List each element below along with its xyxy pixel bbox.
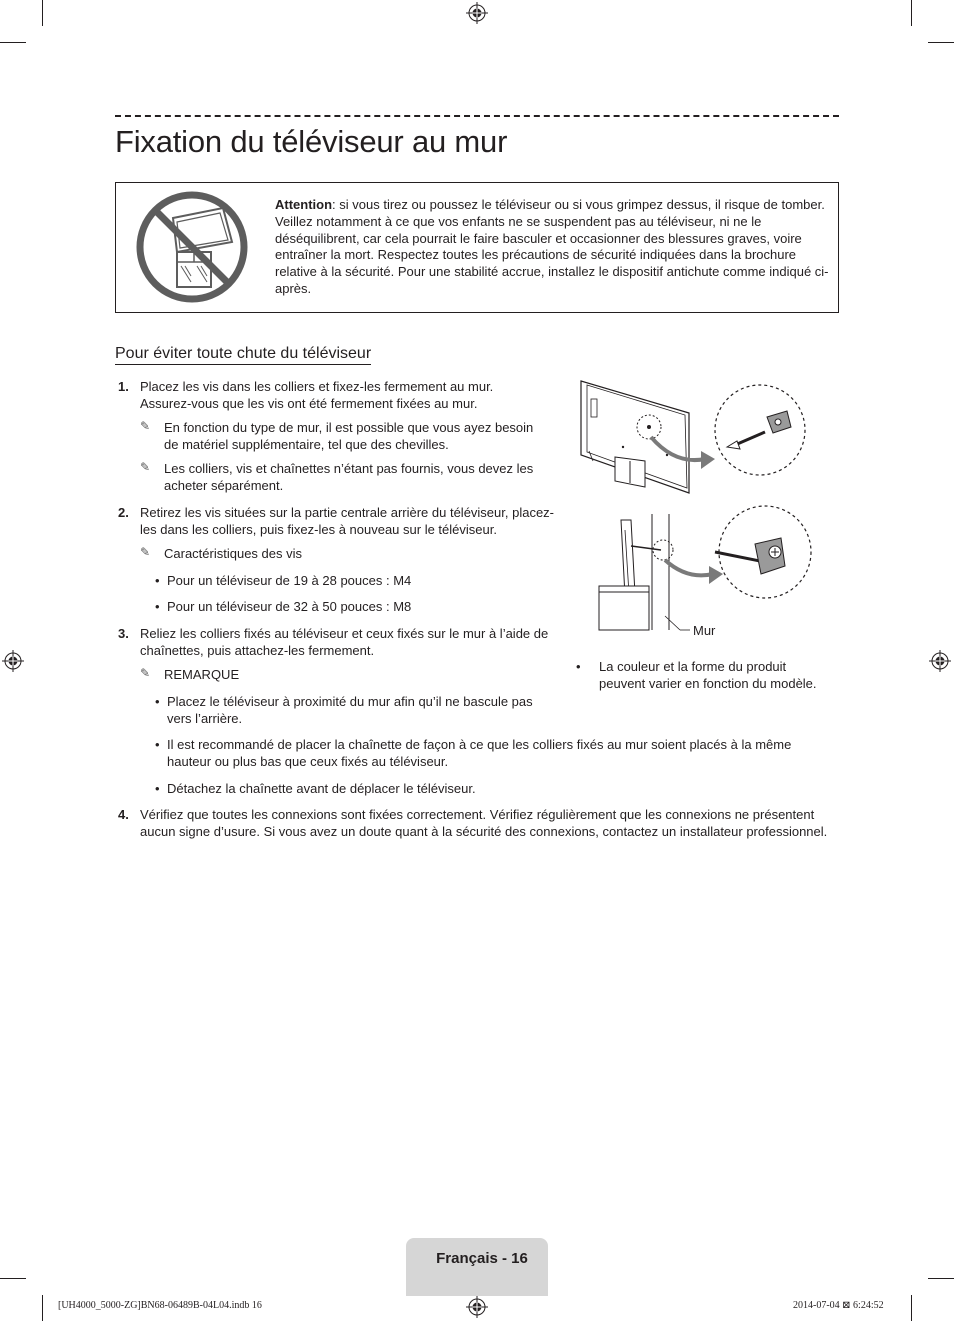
registration-mark-icon [466, 2, 488, 24]
print-timestamp: 2014-07-04 ⊠ 6:24:52 [793, 1300, 884, 1311]
warning-text [275, 197, 833, 298]
crop-mark [42, 1295, 43, 1321]
bullet-dot: • [155, 694, 160, 709]
note-pencil-icon: ✎ [140, 545, 151, 559]
note-text: Les colliers, vis et chaînettes n’étant pas fournis, vous devez les acheter séparément. [164, 461, 534, 493]
bullet-dot: • [155, 599, 160, 614]
crop-mark [911, 1295, 912, 1321]
bullet-text: Pour un téléviseur de 19 à 28 pouces : M4 [167, 573, 412, 588]
crop-mark [928, 1278, 954, 1279]
page-number: Français - 16 [436, 1250, 528, 1267]
note-text: En fonction du type de mur, il est possible que vous ayez besoin de matériel supplémentaire, tel que des chevilles. [164, 420, 534, 452]
bullet-dot: • [155, 573, 160, 588]
page-title: Fixation du téléviseur au mur [115, 124, 508, 159]
bullet-dot: • [155, 737, 160, 752]
step-text: Retirez les vis situées sur la partie centrale arrière du téléviseur, placez-les dans les colliers, puis fixez-les à nouveau sur le téléviseur. [140, 505, 555, 537]
crop-mark [928, 42, 954, 43]
step-text: Placez les vis dans les colliers et fixez-les fermement au mur. Assurez-vous que les vis ont été fermement fixées au mur. [140, 379, 494, 411]
note-pencil-icon: ✎ [140, 460, 151, 474]
section-title: Pour éviter toute chute du téléviseur [115, 345, 371, 365]
note-pencil-icon: ✎ [140, 419, 151, 433]
bullet-dot: • [576, 659, 581, 674]
registration-mark-icon [466, 1296, 488, 1318]
bullet-text: Placez le téléviseur à proximité du mur afin qu’il ne bascule pas vers l’arrière. [167, 694, 533, 726]
bullet-text: Il est recommandé de placer la chaînette de façon à ce que les colliers fixés au mur soient placés à la même hauteur ou plus bas que ceux fixés au téléviseur. [167, 737, 792, 769]
step-text: Reliez les colliers fixés au téléviseur et ceux fixés sur le mur à l’aide de chaînettes, puis attachez-les fermement. [140, 626, 549, 658]
registration-mark-icon [929, 650, 951, 672]
crop-mark [42, 0, 43, 26]
note-text: Caractéristiques des vis [164, 546, 302, 561]
crop-mark [0, 1278, 26, 1279]
no-climbing-icon [135, 190, 250, 305]
wall-label: Mur [693, 623, 716, 638]
file-slug: [UH4000_5000-ZG]BN68-06489B-04L04.indb 16 [58, 1300, 262, 1311]
crop-mark [911, 0, 912, 26]
step-number: 4. [118, 807, 129, 822]
note-pencil-icon: ✎ [140, 666, 151, 680]
bullet-text: Détachez la chaînette avant de déplacer le téléviseur. [167, 781, 476, 796]
registration-mark-icon [2, 650, 24, 672]
figure-caption: La couleur et la forme du produit peuvent varier en fonction du modèle. [599, 659, 817, 691]
step-text: Vérifiez que toutes les connexions sont fixées correctement. Vérifiez régulièrement que les connexions ne présentent aucun signe d’usure. Si vous avez un doute quant à la sécurité des connexions, contactez un installateur professionnel. [140, 807, 828, 839]
page-number-tab [406, 1238, 548, 1296]
warning-label: Attention [275, 197, 333, 212]
tv-back-illustration [575, 375, 815, 505]
bullet-text: Pour un téléviseur de 32 à 50 pouces : M8 [167, 599, 412, 614]
crop-mark [0, 42, 26, 43]
step-number: 2. [118, 505, 129, 520]
dashed-rule [115, 115, 839, 117]
bullet-dot: • [155, 781, 160, 796]
warning-body: : si vous tirez ou poussez le téléviseur ou si vous grimpez dessus, il risque de tomber. Veillez notamment à ce que vos enfants ne se suspendent pas au téléviseur, ni ne le déséquilibrent, car cela pourrait le faire basculer et occasionner des blessures graves, voire entraîner la mort. Respectez toutes les précautions de sécurité indiquées dans la brochure relative à la sécurité. Pour une stabilité accrue, installez le dispositif antichute comme indiqué ci-après. [275, 197, 829, 296]
wall-side-illustration [595, 500, 820, 640]
note-label: REMARQUE [164, 667, 240, 682]
step-number: 1. [118, 379, 129, 394]
step-number: 3. [118, 626, 129, 641]
